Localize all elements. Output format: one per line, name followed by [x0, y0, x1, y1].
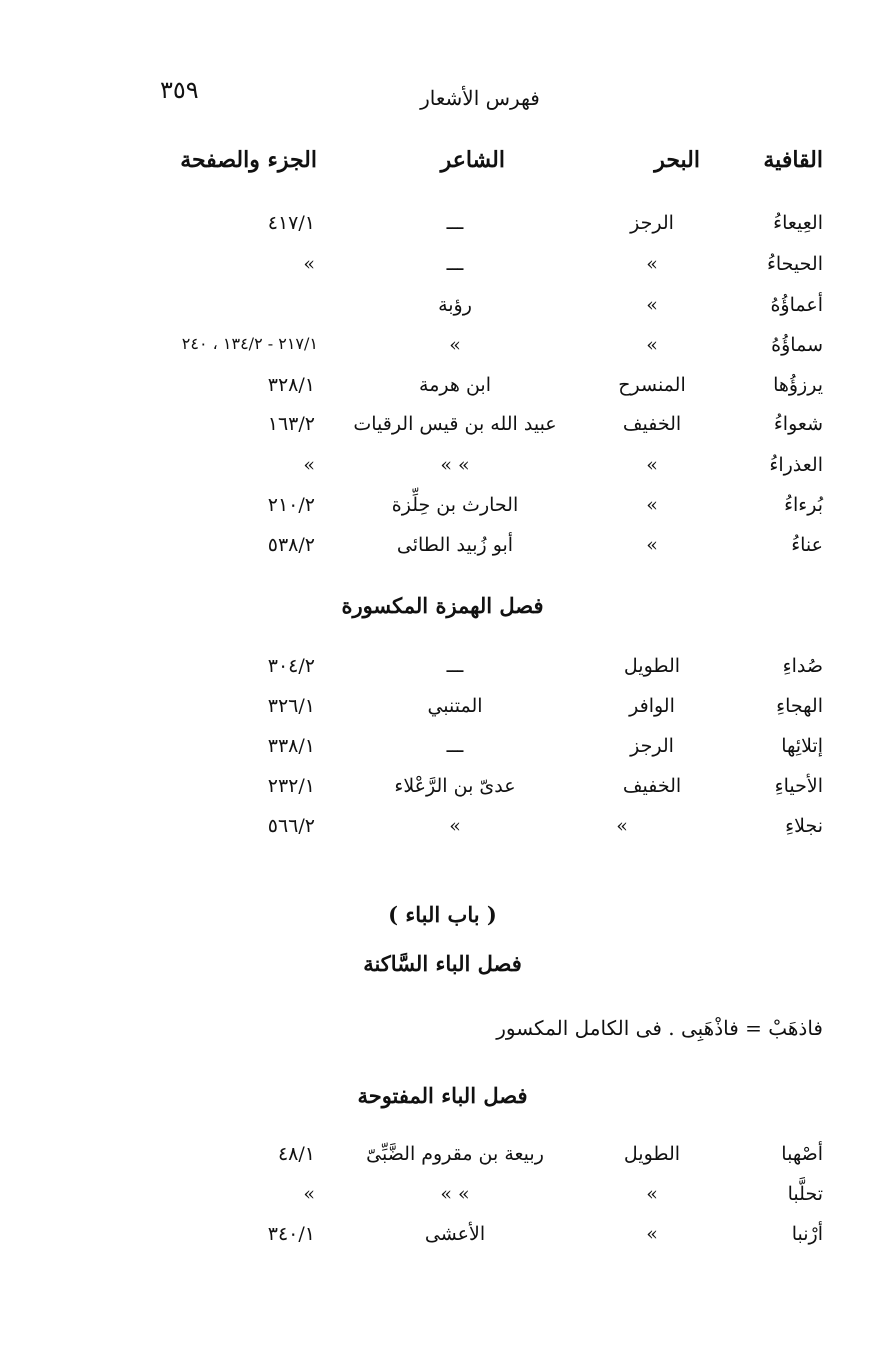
reference-cell: ٢٣٢/١: [267, 775, 315, 797]
bahr-cell: الطويل: [623, 1143, 681, 1165]
table-row: [0, 413, 885, 449]
table-row: [0, 374, 885, 410]
bahr-cell: »: [646, 534, 658, 556]
table-row: [0, 494, 885, 530]
table-row: [0, 1223, 885, 1259]
bahr-cell: الوافر: [629, 695, 675, 717]
poet-cell: ـــ: [446, 212, 464, 234]
bahr-cell: »: [646, 334, 658, 356]
running-title: فهرس الأشعار: [420, 86, 540, 110]
table-row: [0, 253, 885, 289]
reference-cell: ٣٠٤/٢: [267, 655, 315, 677]
section-heading-baa-sakina: فصل الباء السَّاكنة: [363, 951, 522, 976]
note-line: فاذهَبْ = فاذْهَبِى . فى الكامل المكسور: [496, 1016, 823, 1040]
poet-cell: المتنبي: [427, 695, 483, 717]
table-row: [0, 735, 885, 771]
qafia-cell: الأحياءِ: [774, 775, 823, 797]
reference-cell: »: [303, 253, 315, 275]
qafia-cell: العِيعاءُ: [773, 212, 823, 234]
bahr-cell: »: [616, 815, 628, 837]
qafia-cell: عناءُ: [791, 534, 823, 556]
reference-cell: ٣٢٦/١: [267, 695, 315, 717]
qafia-cell: الهجاءِ: [776, 695, 823, 717]
chapter-heading-bab-baa: ( باب الباء ): [388, 902, 497, 927]
bahr-cell: الطويل: [623, 655, 681, 677]
bahr-cell: الخفيف: [622, 413, 682, 435]
poet-cell: ـــ: [446, 253, 464, 275]
qafia-cell: الحيحاءُ: [766, 253, 823, 275]
qafia-cell: شعواءُ: [773, 413, 823, 435]
reference-cell: ٥٦٦/٢: [267, 815, 315, 837]
bahr-cell: الرجز: [630, 735, 674, 757]
table-row: [0, 534, 885, 570]
poet-cell: »: [449, 334, 461, 356]
section-heading-hamza-kasra: فصل الهمزة المكسورة: [341, 593, 544, 618]
qafia-cell: أصْهبا: [781, 1143, 823, 1165]
table-row: [0, 1183, 885, 1219]
poet-cell: » »: [440, 454, 470, 476]
reference-cell: »: [303, 454, 315, 476]
poet-cell: ابن هرمة: [419, 374, 491, 396]
table-row: [0, 454, 885, 490]
reference-cell: ٣٣٨/١: [267, 735, 315, 757]
qafia-cell: يرزؤُها: [773, 374, 823, 396]
bahr-cell: الرجز: [630, 212, 674, 234]
page-number: ٣٥٩: [160, 76, 199, 104]
table-row: [0, 1143, 885, 1179]
section-heading-baa-maftuha: فصل الباء المفتوحة: [357, 1083, 528, 1108]
poet-cell: ـــ: [446, 735, 464, 757]
table-row: [0, 775, 885, 811]
table-row: [0, 695, 885, 731]
reference-cell: ٣٢٨/١: [267, 374, 315, 396]
bahr-cell: »: [646, 1183, 658, 1205]
qafia-cell: صُداءِ: [782, 655, 823, 677]
reference-cell: ١٦٣/٢: [267, 413, 315, 435]
poet-cell: الأعشى: [424, 1223, 486, 1245]
bahr-cell: »: [646, 253, 658, 275]
table-row: [0, 655, 885, 691]
reference-cell: ٣٤٠/١: [267, 1223, 315, 1245]
qafia-cell: تحلَّبا: [787, 1183, 823, 1205]
reference-cell: ٤١٧/١: [267, 212, 315, 234]
poet-cell: »: [449, 815, 461, 837]
poet-cell: الحارث بن حِلِّزة: [391, 494, 519, 516]
reference-cell: ٤٨/١: [277, 1143, 315, 1165]
qafia-cell: أعماؤُهُ: [770, 294, 823, 316]
reference-cell: ٢١٧/١ - ١٣٤/٢ ، ٢٤٠: [181, 334, 318, 353]
column-header-shaer: الشاعر: [440, 147, 505, 173]
column-header-qafia: القافية: [763, 147, 823, 173]
poet-cell: أبو زُبيد الطائى: [396, 534, 514, 556]
qafia-cell: إتلائِها: [781, 735, 823, 757]
bahr-cell: المنسرح: [618, 374, 686, 396]
reference-cell: ٥٣٨/٢: [267, 534, 315, 556]
bahr-cell: »: [646, 454, 658, 476]
qafia-cell: بُرءاءُ: [784, 494, 823, 516]
column-header-bahr: البحر: [654, 147, 700, 173]
poet-cell: رؤبة: [438, 294, 472, 316]
bahr-cell: الخفيف: [622, 775, 682, 797]
bahr-cell: »: [646, 294, 658, 316]
reference-cell: ٢١٠/٢: [267, 494, 315, 516]
table-row: [0, 334, 885, 370]
poet-cell: ـــ: [446, 655, 464, 677]
reference-cell: »: [303, 1183, 315, 1205]
qafia-cell: سماؤُهُ: [771, 334, 823, 356]
bahr-cell: »: [646, 1223, 658, 1245]
table-row: [0, 815, 885, 851]
qafia-cell: العذراءُ: [769, 454, 823, 476]
poet-cell: عبيد الله بن قيس الرقيات: [353, 413, 557, 435]
column-header-ref: الجزء والصفحة: [180, 147, 317, 173]
table-row: [0, 294, 885, 330]
poet-cell: ربيعة بن مقروم الضَّبِّىّ: [366, 1143, 544, 1165]
bahr-cell: »: [646, 494, 658, 516]
table-row: [0, 212, 885, 248]
qafia-cell: أرْنبا: [791, 1223, 823, 1245]
poet-cell: » »: [440, 1183, 470, 1205]
qafia-cell: نجلاءِ: [785, 815, 823, 837]
poet-cell: عدىّ بن الرَّعْلاء: [394, 775, 516, 797]
